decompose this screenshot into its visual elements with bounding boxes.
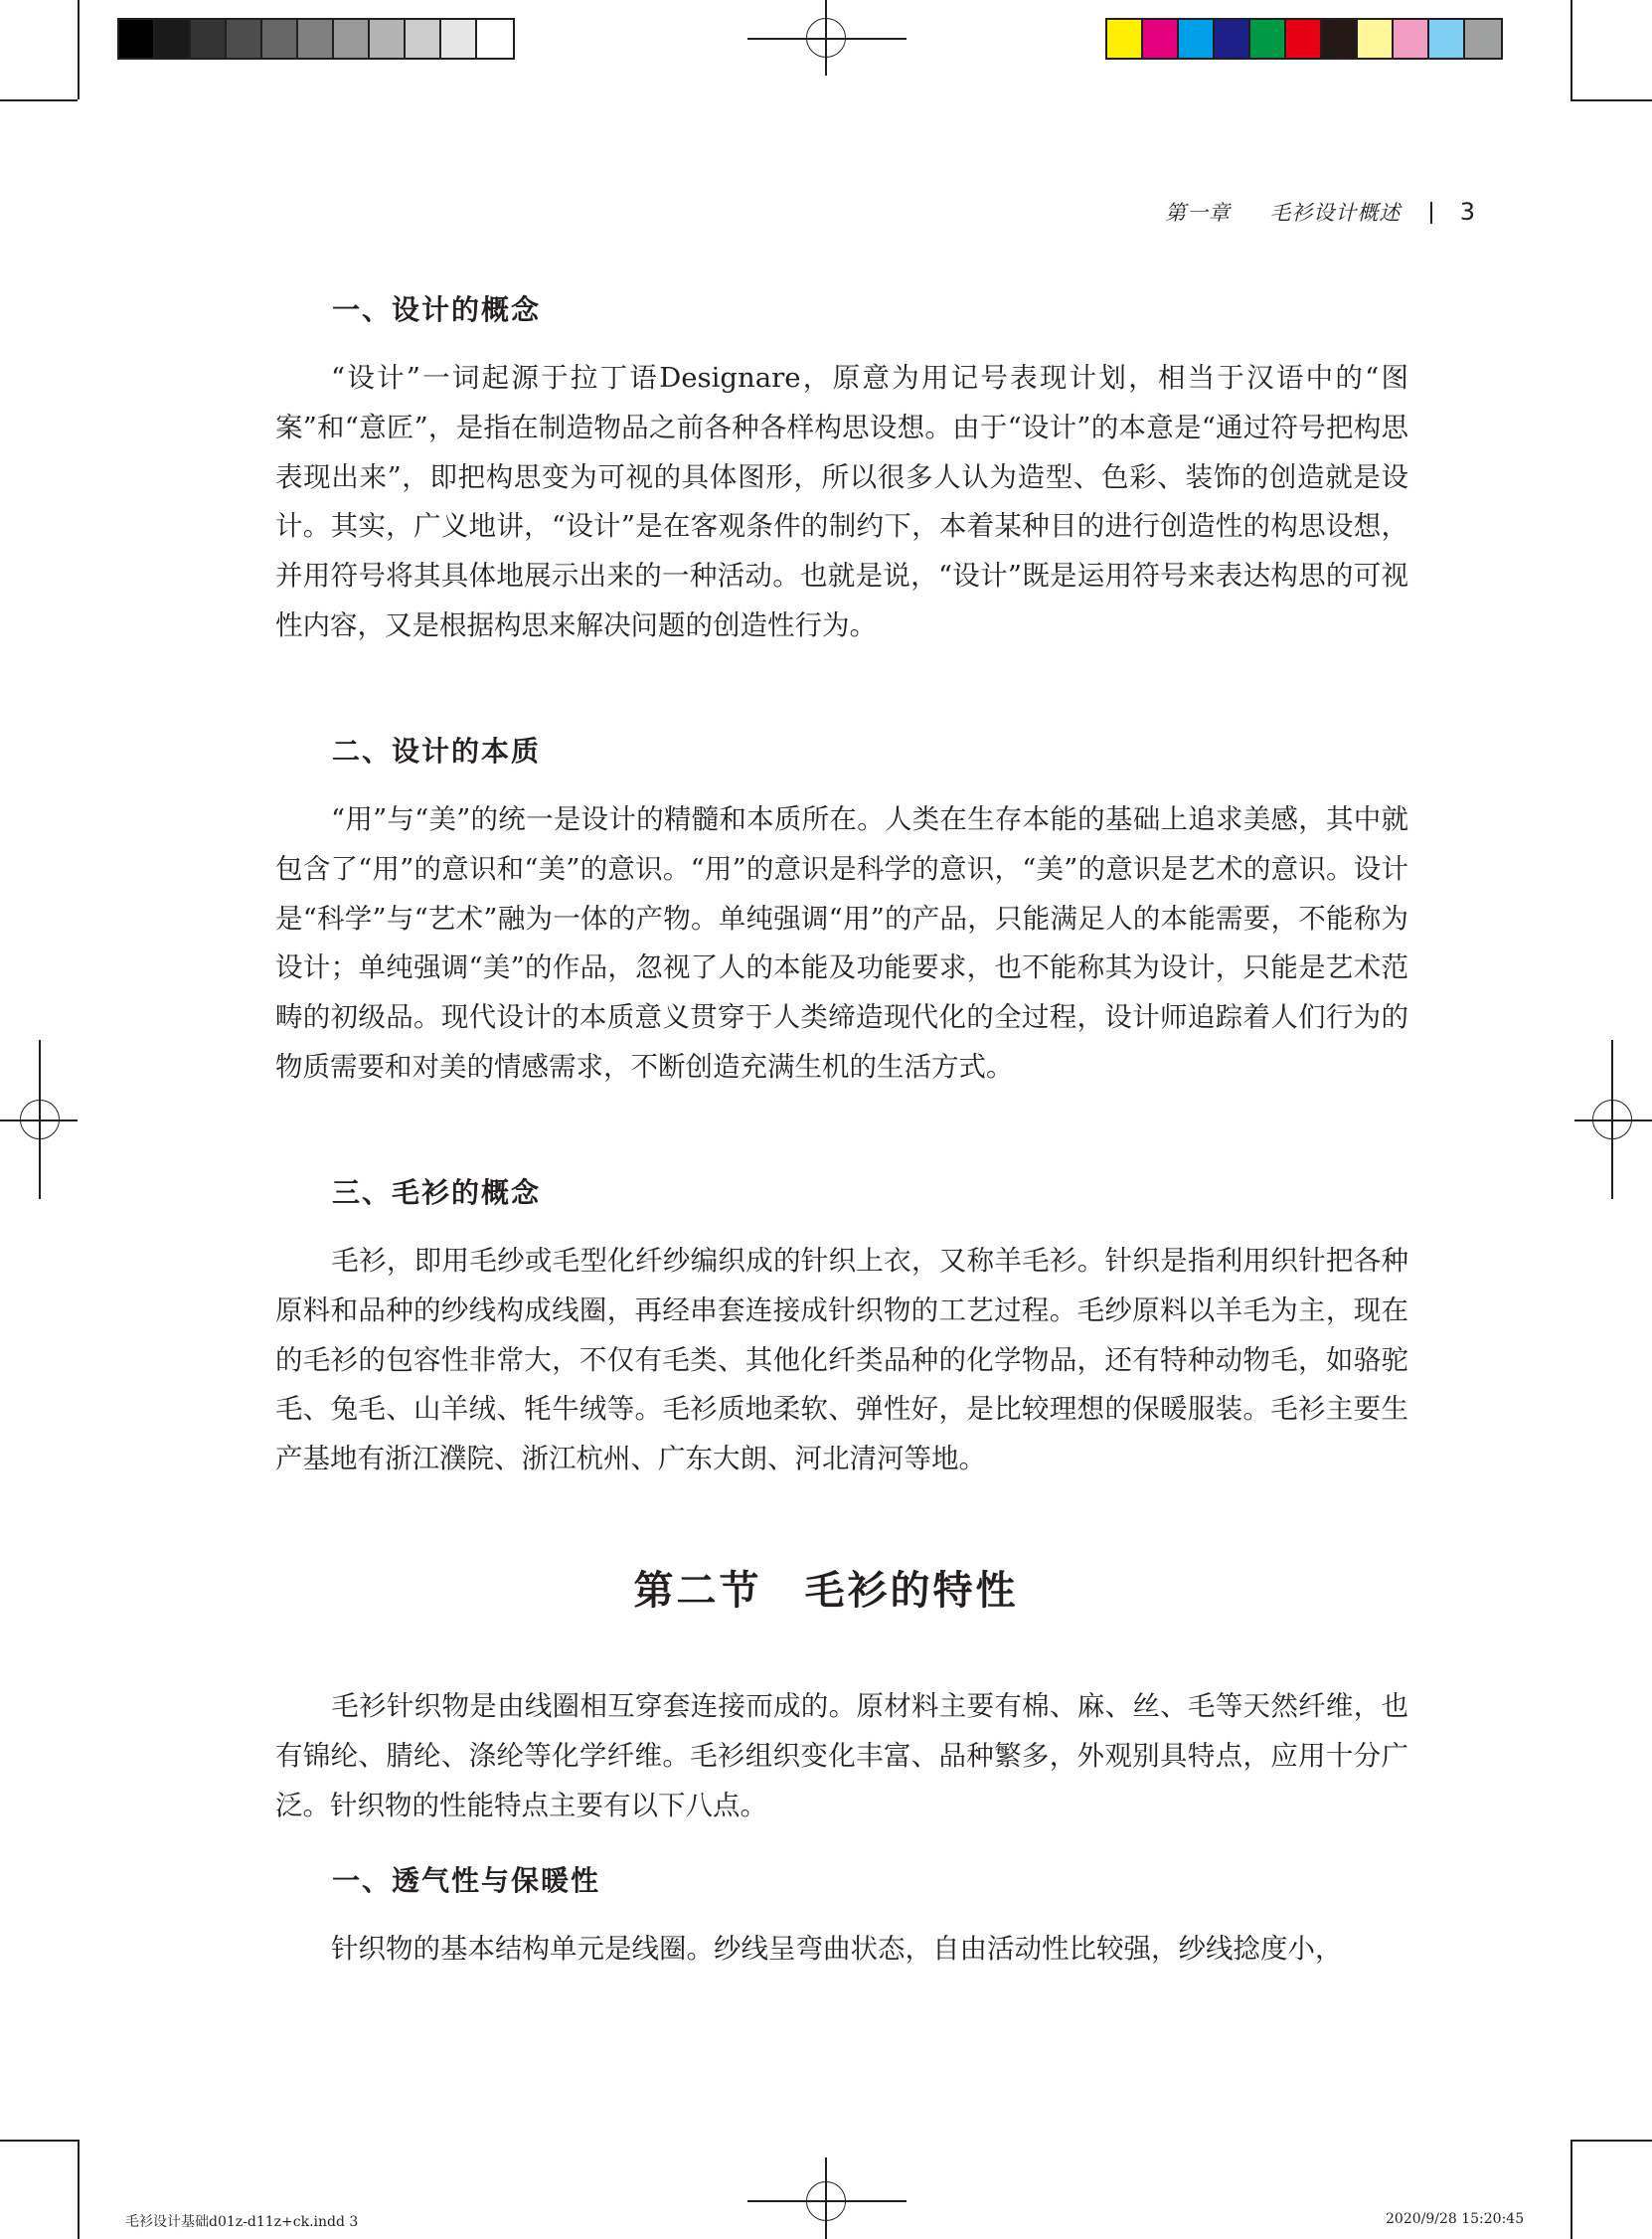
gray-swatch-3 bbox=[191, 20, 227, 58]
color-swatch-9 bbox=[1394, 20, 1429, 58]
color-swatch-10 bbox=[1429, 20, 1465, 58]
process-color-bar bbox=[1105, 18, 1503, 60]
paragraph-section-intro: 毛衫针织物是由线圈相互穿套连接而成的。原材料主要有棉、麻、丝、毛等天然纤维，也有锦纶、腈纶、涤纶等化学纤维。毛衫组织变化丰富、品种繁多，外观别具特点，应用十分广泛。针织物的性能特点主要有以下八点。 bbox=[275, 1690, 1408, 1821]
slug-datetime: 2020/9/28 15:20:45 bbox=[1386, 2211, 1525, 2227]
chapter-label: 第一章 bbox=[1165, 201, 1231, 225]
gray-swatch-6 bbox=[298, 20, 334, 58]
color-swatch-5 bbox=[1250, 20, 1286, 58]
color-swatch-11 bbox=[1465, 20, 1501, 58]
gray-swatch-10 bbox=[441, 20, 477, 58]
gray-swatch-8 bbox=[370, 20, 406, 58]
page-number: 3 bbox=[1459, 198, 1477, 226]
color-swatch-4 bbox=[1215, 20, 1250, 58]
heading-sweater-concept: 三、毛衫的概念 bbox=[332, 1176, 542, 1209]
color-swatch-3 bbox=[1179, 20, 1215, 58]
color-swatch-8 bbox=[1358, 20, 1394, 58]
color-swatch-1 bbox=[1107, 20, 1143, 58]
gray-swatch-5 bbox=[262, 20, 298, 58]
heading-design-concept: 一、设计的概念 bbox=[332, 293, 542, 326]
paragraph-sweater-concept: 毛衫，即用毛纱或毛型化纤纱编织成的针织上衣，又称羊毛衫。针织是指利用织针把各种原料和品种的纱线构成线圈，再经串套连接成针织物的工艺过程。毛纱原料以羊毛为主，现在的毛衫的包容性非常大，不仅有毛类、其他化纤类品种的化学物品，还有特种动物毛，如骆驼毛、兔毛、山羊绒、牦牛绒等。毛衫质地柔软、弹性好，是比较理想的保暖服装。毛衫主要生产基地有浙江濮院、浙江杭州、广东大朗、河北清河等地。 bbox=[275, 1245, 1408, 1475]
gray-swatch-11 bbox=[477, 20, 513, 58]
heading-breathability: 一、透气性与保暖性 bbox=[332, 1864, 601, 1897]
paragraph-design-concept: “设计”一词起源于拉丁语Designare，原意为用记号表现计划，相当于汉语中的“图案”和“意匠”，是指在制造物品之前各种各样构思设想。由于“设计”的本意是“通过符号把构思表现出来”，即把构思变为可视的具体图形，所以很多人认为造型、色彩、装饰的创造就是设计。其实，广义地讲，“设计”是在客观条件的制约下，本着某种目的进行创造性的构思设想，并用符号将其具体地展示出来的一种活动。也就是说，“设计”既是运用符号来表达构思的可视性内容，又是根据构思来解决问题的创造性行为。 bbox=[275, 362, 1408, 641]
running-header bbox=[1165, 197, 1476, 227]
header-divider bbox=[1430, 202, 1432, 224]
color-swatch-6 bbox=[1286, 20, 1322, 58]
paragraph-design-essence: “用”与“美”的统一是设计的精髓和本质所在。人类在生存本能的基础上追求美感，其中就包含了“用”的意识和“美”的意识。“用”的意识是科学的意识，“美”的意识是艺术的意识。设计是“科学”与“艺术”融为一体的产物。单纯强调“用”的产品，只能满足人的本能需要，不能称为设计；单纯强调“美”的作品，忽视了人的本能及功能要求，也不能称其为设计，只能是艺术范畴的初级品。现代设计的本质意义贯穿于人类缔造现代化的全过程，设计师追踪着人们行为的物质需要和对美的情感需求，不断创造充满生机的生活方式。 bbox=[275, 803, 1408, 1083]
gray-swatch-7 bbox=[334, 20, 370, 58]
gray-swatch-1 bbox=[119, 20, 155, 58]
heading-design-essence: 二、设计的本质 bbox=[332, 735, 542, 768]
gray-swatch-2 bbox=[155, 20, 191, 58]
color-swatch-7 bbox=[1322, 20, 1358, 58]
chapter-title: 毛衫设计概述 bbox=[1269, 201, 1402, 225]
grayscale-color-bar bbox=[117, 18, 515, 60]
gray-swatch-4 bbox=[227, 20, 262, 58]
slug-filename: 毛衫设计基础d01z-d11z+ck.indd 3 bbox=[125, 2214, 359, 2230]
color-swatch-2 bbox=[1143, 20, 1179, 58]
gray-swatch-9 bbox=[406, 20, 441, 58]
paragraph-breathability: 针织物的基本结构单元是线圈。纱线呈弯曲状态，自由活动性比较强，纱线捻度小， bbox=[331, 1933, 1343, 1965]
section-title: 第二节 毛衫的特性 bbox=[633, 1568, 1019, 1614]
